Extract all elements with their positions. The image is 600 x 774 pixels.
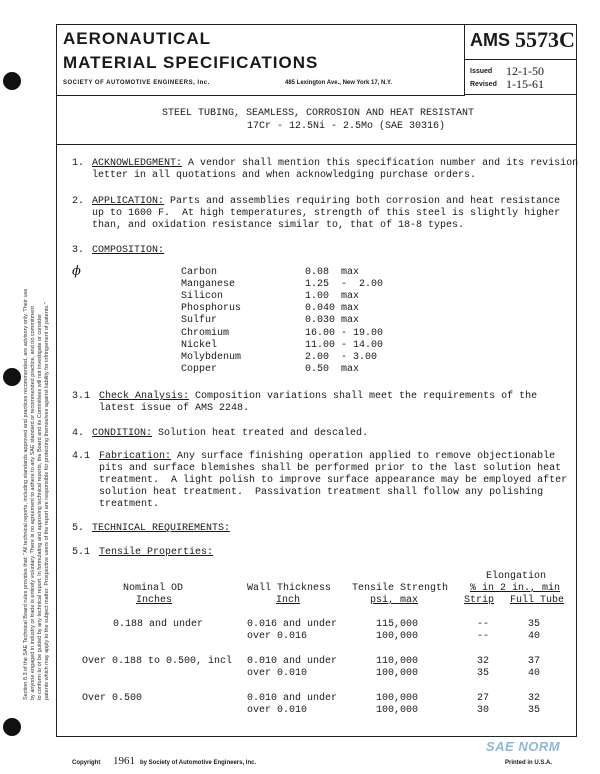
row-elongation-strip: 35: [477, 668, 490, 679]
col-tensile-strength: Tensile Strength: [352, 583, 449, 594]
section-1-line-1: [92, 158, 578, 170]
footer-copyright-label: Copyright: [72, 760, 101, 766]
row-elongation-full-tube: 35: [528, 619, 541, 630]
section-4-line-1: [92, 428, 368, 440]
composition-value: 1.25 - 2.00: [305, 279, 384, 291]
binder-hole-middle: [3, 368, 21, 386]
composition-element: Carbon: [181, 267, 218, 278]
section-5-number: 5.: [72, 523, 85, 534]
section-2-line-2: up to 1600 F. At high temperatures, strength of this steel is slightly higher: [92, 208, 561, 219]
section-4-number: 4.: [72, 428, 85, 439]
composition-value: 0.08 max: [305, 267, 360, 278]
composition-value: 0.030 max: [305, 315, 360, 327]
col-tensile-strength-unit: psi, max: [370, 595, 419, 606]
section-4-1-number: 4.1: [72, 451, 91, 462]
section-1-number: 1.: [72, 158, 85, 169]
section-5-1-heading: Tensile Properties:: [99, 547, 214, 558]
composition-value: 0.040 max: [305, 303, 360, 315]
section-1-line-2: letter in all quotations and when acknowledging purchase orders.: [92, 170, 477, 181]
sae-norm-watermark: SAE NORM: [486, 739, 561, 754]
footer-publisher: by Society of Automotive Engineers, Inc.: [140, 760, 257, 766]
elongation-subheader: % in 2 in., min: [470, 583, 561, 594]
row-tensile-strength: 110,000: [376, 656, 419, 667]
section-1-text: A vendor shall mention this specification number and its revision: [182, 158, 579, 169]
row-elongation-full-tube: 35: [528, 705, 541, 716]
section-1-heading: ACKNOWLEDGMENT:: [92, 158, 183, 169]
col-nominal-od: Nominal OD: [123, 583, 184, 594]
body-frame: [56, 144, 577, 737]
section-2-line-3: than, and oxidation resistance similar to, that of 18-8 types.: [92, 220, 465, 231]
issued-label: Issued: [470, 68, 493, 75]
section-4-1-text: Any surface finishing operation applied to remove objectionable: [171, 451, 556, 462]
side-note-line-4: patents which may apply to the subject matter. Prospective users of the report are responsible for protecting themselves against liability for infringement of patents.": [44, 302, 50, 700]
society-address: 485 Lexington Ave., New York 17, N.Y.: [285, 80, 393, 86]
revision-symbol: ϕ: [72, 264, 81, 279]
section-4-1-line-5: treatment.: [99, 499, 160, 510]
row-tensile-strength: 115,000: [376, 619, 419, 630]
row-wall-thickness: over 0.016: [247, 631, 308, 642]
binder-hole-top: [3, 72, 21, 90]
composition-element: Sulfur: [181, 315, 218, 327]
side-note-line-2: by anyone engaged in industry or trade is entirely voluntary. There is no agreement to adhere to any SAE standard or recommended practice, and no commitment: [30, 306, 36, 700]
row-elongation-strip: 27: [477, 693, 490, 704]
col-full-tube: Full Tube: [510, 595, 565, 606]
col-wall-thickness: Wall Thickness: [247, 583, 332, 594]
section-5-heading: TECHNICAL REQUIREMENTS:: [92, 523, 231, 534]
composition-element: Manganese: [181, 279, 236, 291]
section-4-1-line-3: treatment. A light polish to improve surface appearance may be employed after: [99, 475, 568, 486]
side-note-line-3: to conform to or be guided by any technical report. In formulating and approving technical reports, the Board and its Committees will not investigate or consider: [37, 313, 43, 700]
composition-value: 11.00 - 14.00: [305, 339, 384, 351]
header-title-2: MATERIAL SPECIFICATIONS: [63, 53, 319, 72]
spec-number: 5573C: [515, 27, 575, 52]
society-name: SOCIETY OF AUTOMOTIVE ENGINEERS, Inc.: [63, 80, 210, 86]
row-elongation-full-tube: 32: [528, 693, 541, 704]
footer-year: 1961: [113, 755, 135, 767]
row-elongation-strip: --: [477, 619, 490, 630]
col-wall-thickness-unit: Inch: [276, 595, 301, 606]
section-4-1-heading: Fabrication:: [99, 451, 172, 462]
section-4-1-line-4: solution heat treatment. Passivation treatment shall follow any polishing: [99, 487, 544, 498]
section-2-number: 2.: [72, 196, 85, 207]
row-wall-thickness: over 0.010: [247, 668, 308, 679]
section-5-1-number: 5.1: [72, 547, 91, 558]
section-3-1-line-1: [99, 391, 537, 403]
composition-value: 2.00 - 3.00: [305, 351, 378, 363]
row-elongation-full-tube: 37: [528, 656, 541, 667]
issued-date: 12-1-50: [506, 64, 544, 78]
composition-element: Phosphorus: [181, 303, 242, 315]
row-elongation-strip: 30: [477, 705, 490, 716]
row-wall-thickness: over 0.010: [247, 705, 308, 716]
section-3-heading: COMPOSITION:: [92, 245, 165, 256]
composition-value: 0.50 max: [305, 363, 360, 375]
row-wall-thickness: 0.010 and under: [247, 693, 338, 704]
spec-title-line-1: STEEL TUBING, SEAMLESS, CORROSION AND HEAT RESISTANT: [162, 108, 475, 119]
composition-element: Nickel: [181, 339, 218, 351]
section-4-1-line-1: [99, 451, 555, 463]
section-2-line-1: [92, 196, 560, 208]
binder-hole-bottom: [3, 718, 21, 736]
section-4-text: Solution heat treated and descaled.: [152, 428, 369, 439]
col-nominal-od-unit: Inches: [136, 595, 173, 606]
row-nominal-od: Over 0.500: [82, 693, 143, 704]
section-3-1-heading: Check Analysis:: [99, 391, 190, 402]
spec-prefix: AMS: [470, 30, 510, 50]
row-wall-thickness: 0.016 and under: [247, 619, 338, 630]
row-elongation-strip: 32: [477, 656, 490, 667]
revised-date: 1-15-61: [506, 77, 544, 91]
composition-value: 16.00 - 19.00: [305, 327, 384, 339]
footer-printed: Printed in U.S.A.: [505, 760, 553, 766]
section-2-text: Parts and assemblies requiring both corrosion and heat resistance: [164, 196, 561, 207]
composition-element: Silicon: [181, 291, 224, 303]
section-4-1-line-2: pits and surface blemishes shall be performed prior to the last solution heat: [99, 463, 562, 474]
elongation-header: Elongation: [486, 571, 547, 582]
col-strip: Strip: [464, 595, 495, 606]
row-tensile-strength: 100,000: [376, 693, 419, 704]
section-3-1-text: Composition variations shall meet the requirements of the: [189, 391, 538, 402]
composition-element: Chromium: [181, 327, 230, 339]
spec-title-line-2: 17Cr - 12.5Ni - 2.5Mo (SAE 30316): [247, 121, 446, 132]
section-4-heading: CONDITION:: [92, 428, 153, 439]
composition-element: Copper: [181, 363, 218, 375]
row-nominal-od: Over 0.188 to 0.500, incl: [82, 656, 233, 667]
section-2-heading: APPLICATION:: [92, 196, 165, 207]
section-3-1-number: 3.1: [72, 391, 91, 402]
section-3-1-line-2: latest issue of AMS 2248.: [99, 403, 250, 414]
row-wall-thickness: 0.010 and under: [247, 656, 338, 667]
row-elongation-full-tube: 40: [528, 631, 541, 642]
row-elongation-strip: --: [477, 631, 490, 642]
row-tensile-strength: 100,000: [376, 705, 419, 716]
composition-value: 1.00 max: [305, 291, 360, 303]
row-tensile-strength: 100,000: [376, 668, 419, 679]
row-tensile-strength: 100,000: [376, 631, 419, 642]
side-note-line-1: Section 8.3 of the SAE Technical Board rules provides that: "All technical reports, including standards approved and practices recommended, are advisory only. Their use: [23, 288, 29, 700]
header-title-1: AERONAUTICAL: [63, 29, 211, 48]
composition-element: Molybdenum: [181, 351, 242, 363]
section-3-number: 3.: [72, 245, 85, 256]
row-elongation-full-tube: 40: [528, 668, 541, 679]
revised-label: Revised: [470, 81, 497, 88]
row-nominal-od: 0.188 and under: [113, 619, 204, 630]
